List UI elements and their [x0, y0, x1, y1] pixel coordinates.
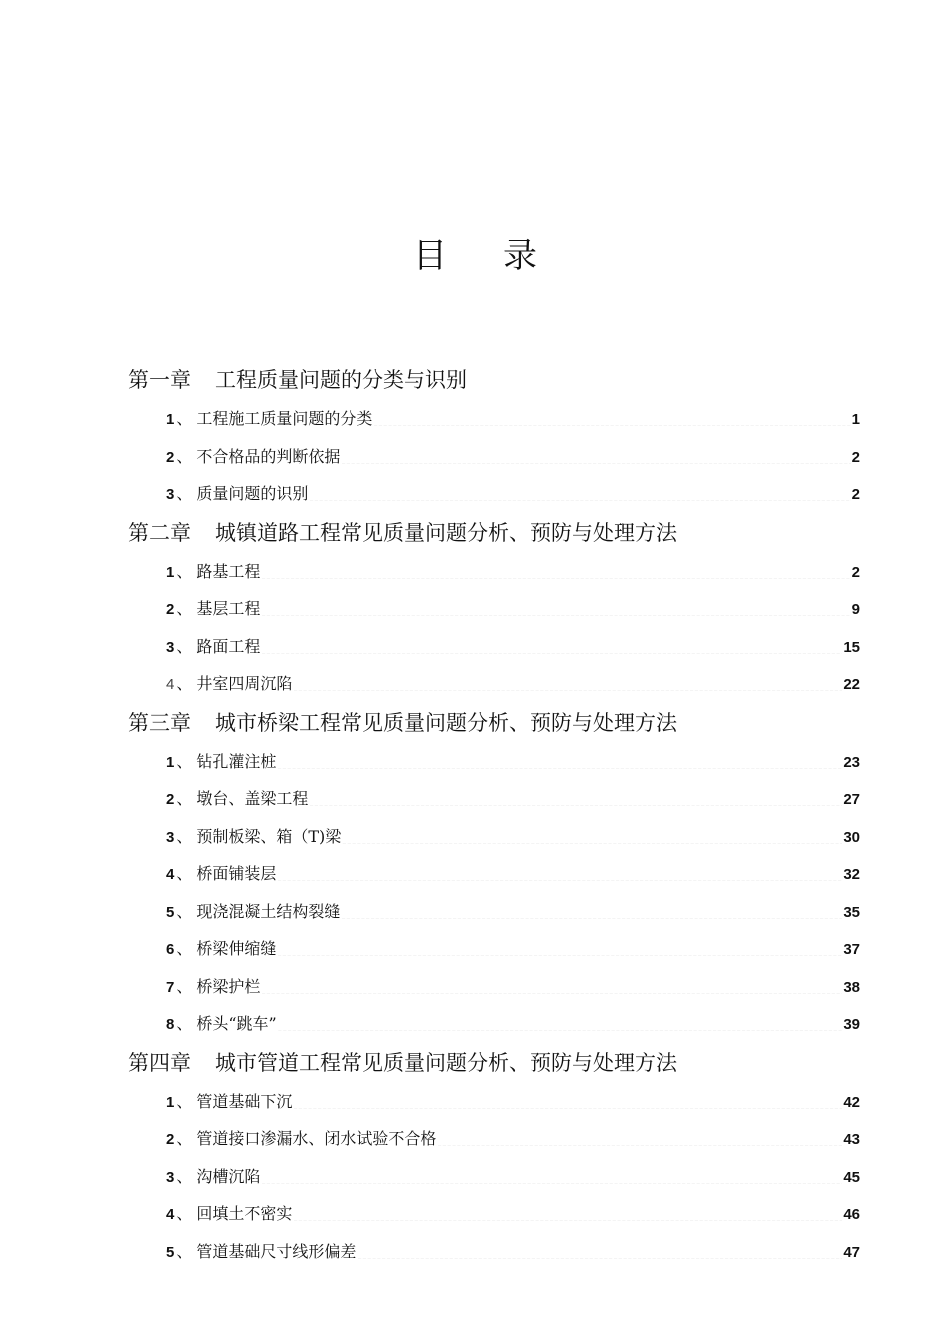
chapter-title: 城市管道工程常见质量问题分析、预防与处理方法 — [215, 1050, 677, 1075]
title-char-1: 目 — [413, 236, 447, 276]
entry-number: 6 — [166, 941, 175, 958]
entry-number: 5 — [166, 903, 175, 921]
dot-leader — [293, 1089, 842, 1109]
chapter-heading[interactable] — [128, 360, 860, 400]
dot-leader — [341, 899, 842, 919]
entry-number: 2 — [166, 1131, 175, 1148]
entry-title: 路面工程 — [196, 636, 261, 656]
toc-entry[interactable] — [128, 1195, 860, 1233]
entry-separator: 、 — [176, 599, 193, 618]
entry-separator: 、 — [176, 826, 193, 846]
entry-separator: 、 — [176, 901, 193, 921]
dot-leader — [261, 559, 850, 579]
toc-entry[interactable] — [128, 438, 860, 476]
entry-separator: 、 — [176, 1241, 193, 1261]
entry-number: 4 — [166, 866, 175, 883]
entry-separator: 、 — [176, 751, 193, 771]
dot-leader — [293, 1201, 842, 1221]
entry-title: 工程施工质量问题的分类 — [196, 409, 373, 428]
entry-number: 4 — [166, 1206, 175, 1223]
dot-leader — [309, 481, 850, 501]
entry-title: 管道基础下沉 — [196, 1091, 293, 1111]
dot-leader — [277, 861, 842, 881]
entry-separator: 、 — [176, 636, 193, 656]
entry-page: 45 — [843, 1168, 860, 1186]
dot-leader — [261, 634, 842, 654]
entry-page: 15 — [843, 638, 860, 656]
dot-leader — [261, 596, 850, 616]
chapter-heading[interactable] — [128, 703, 860, 743]
dot-leader — [309, 786, 842, 806]
entry-separator: 、 — [176, 409, 193, 428]
entry-page: 22 — [843, 676, 860, 693]
entry-number: 5 — [166, 1243, 175, 1261]
entry-number: 8 — [166, 1016, 175, 1033]
chapter-title: 城镇道路工程常见质量问题分析、预防与处理方法 — [215, 520, 677, 545]
entry-separator: 、 — [176, 446, 193, 466]
entry-title: 质量问题的识别 — [196, 484, 309, 503]
dot-leader — [261, 1164, 842, 1184]
entry-title: 管道接口渗漏水、闭水试验不合格 — [196, 1129, 437, 1148]
toc-entry[interactable] — [128, 475, 860, 513]
entry-title: 桥头“跳车” — [196, 1014, 277, 1033]
entry-title: 墩台、盖梁工程 — [196, 789, 309, 808]
entry-page: 23 — [843, 753, 860, 771]
toc-entry[interactable] — [128, 780, 860, 818]
entry-number: 7 — [166, 978, 175, 996]
entry-number: 2 — [166, 448, 175, 466]
entry-page: 2 — [851, 486, 860, 503]
entry-page: 32 — [843, 866, 860, 883]
toc-entry[interactable] — [128, 855, 860, 893]
entry-number: 2 — [166, 791, 175, 808]
entry-title: 桥梁护栏 — [196, 976, 261, 996]
chapter-number: 第一章 — [128, 368, 191, 392]
dot-leader — [342, 824, 842, 844]
entry-title: 路基工程 — [196, 561, 261, 581]
entry-title: 桥梁伸缩缝 — [196, 939, 277, 958]
toc-entry[interactable] — [128, 818, 860, 856]
entry-separator: 、 — [176, 789, 193, 808]
title-char-2: 录 — [503, 236, 537, 276]
entry-title: 管道基础尺寸线形偏差 — [196, 1241, 357, 1261]
entry-page: 2 — [851, 563, 860, 581]
toc-entry[interactable] — [128, 628, 860, 666]
page-title — [0, 228, 950, 277]
entry-title: 钻孔灌注桩 — [196, 751, 277, 771]
entry-title: 桥面铺装层 — [196, 864, 277, 883]
chapter-heading[interactable] — [128, 1043, 860, 1083]
entry-number: 3 — [166, 638, 175, 656]
entry-number: 3 — [166, 1168, 175, 1186]
toc-entry[interactable] — [128, 1083, 860, 1121]
entry-title: 现浇混凝土结构裂缝 — [196, 901, 341, 921]
entry-page: 2 — [851, 448, 860, 466]
entry-separator: 、 — [176, 864, 193, 883]
toc-entry[interactable] — [128, 1005, 860, 1043]
entry-separator: 、 — [176, 674, 193, 693]
entry-page: 35 — [843, 903, 860, 921]
entry-page: 9 — [851, 601, 860, 618]
toc-entry[interactable] — [128, 893, 860, 931]
dot-leader — [277, 936, 842, 956]
entry-number: 3 — [166, 828, 175, 846]
chapter-heading[interactable] — [128, 513, 860, 553]
entry-separator: 、 — [176, 939, 193, 958]
toc-entry[interactable] — [128, 1233, 860, 1271]
entry-title: 不合格品的判断依据 — [196, 446, 341, 466]
entry-number: 3 — [166, 486, 175, 503]
dot-leader — [261, 974, 842, 994]
entry-separator: 、 — [176, 561, 193, 581]
entry-number: 1 — [166, 411, 175, 428]
dot-leader — [293, 671, 842, 691]
entry-separator: 、 — [176, 484, 193, 503]
entry-page: 38 — [843, 978, 860, 996]
toc-entry[interactable] — [128, 968, 860, 1006]
toc-entry[interactable] — [128, 930, 860, 968]
toc-entry[interactable] — [128, 553, 860, 591]
entry-separator: 、 — [176, 1129, 193, 1148]
entry-title: 井室四周沉陷 — [196, 674, 293, 693]
entry-separator: 、 — [176, 1166, 193, 1186]
entry-number: 2 — [166, 601, 175, 618]
entry-title: 回填土不密实 — [196, 1204, 293, 1223]
entry-number: 1 — [166, 753, 175, 771]
toc-entry[interactable] — [128, 1158, 860, 1196]
dot-leader — [437, 1126, 842, 1146]
entry-separator: 、 — [176, 1091, 193, 1111]
dot-leader — [373, 406, 850, 426]
chapter-number: 第四章 — [128, 1050, 191, 1075]
chapter-number: 第二章 — [128, 520, 191, 545]
entry-page: 37 — [843, 941, 860, 958]
entry-title: 沟槽沉陷 — [196, 1166, 261, 1186]
table-of-contents — [128, 360, 860, 1270]
entry-page: 30 — [843, 828, 860, 846]
entry-separator: 、 — [176, 976, 193, 996]
dot-leader — [357, 1239, 842, 1259]
entry-page: 43 — [843, 1131, 860, 1148]
entry-title: 预制板梁、箱（T)梁 — [196, 826, 342, 846]
dot-leader — [341, 444, 850, 464]
toc-entry[interactable] — [128, 1120, 860, 1158]
toc-entry[interactable] — [128, 400, 860, 438]
toc-entry[interactable] — [128, 665, 860, 703]
toc-entry[interactable] — [128, 590, 860, 628]
dot-leader — [277, 749, 842, 769]
entry-page: 39 — [843, 1016, 860, 1033]
entry-number: 1 — [166, 1093, 175, 1111]
toc-entry[interactable] — [128, 743, 860, 781]
chapter-title: 工程质量问题的分类与识别 — [215, 368, 467, 392]
entry-title: 基层工程 — [196, 599, 261, 618]
chapter-number: 第三章 — [128, 710, 191, 735]
entry-page: 27 — [843, 791, 860, 808]
entry-number: 4 — [166, 676, 175, 693]
entry-page: 47 — [843, 1243, 860, 1261]
entry-page: 42 — [843, 1093, 860, 1111]
entry-number: 1 — [166, 563, 175, 581]
entry-separator: 、 — [176, 1204, 193, 1223]
entry-page: 1 — [851, 411, 860, 428]
dot-leader — [278, 1011, 843, 1031]
entry-page: 46 — [843, 1206, 860, 1223]
entry-separator: 、 — [176, 1014, 193, 1033]
chapter-title: 城市桥梁工程常见质量问题分析、预防与处理方法 — [215, 710, 677, 735]
